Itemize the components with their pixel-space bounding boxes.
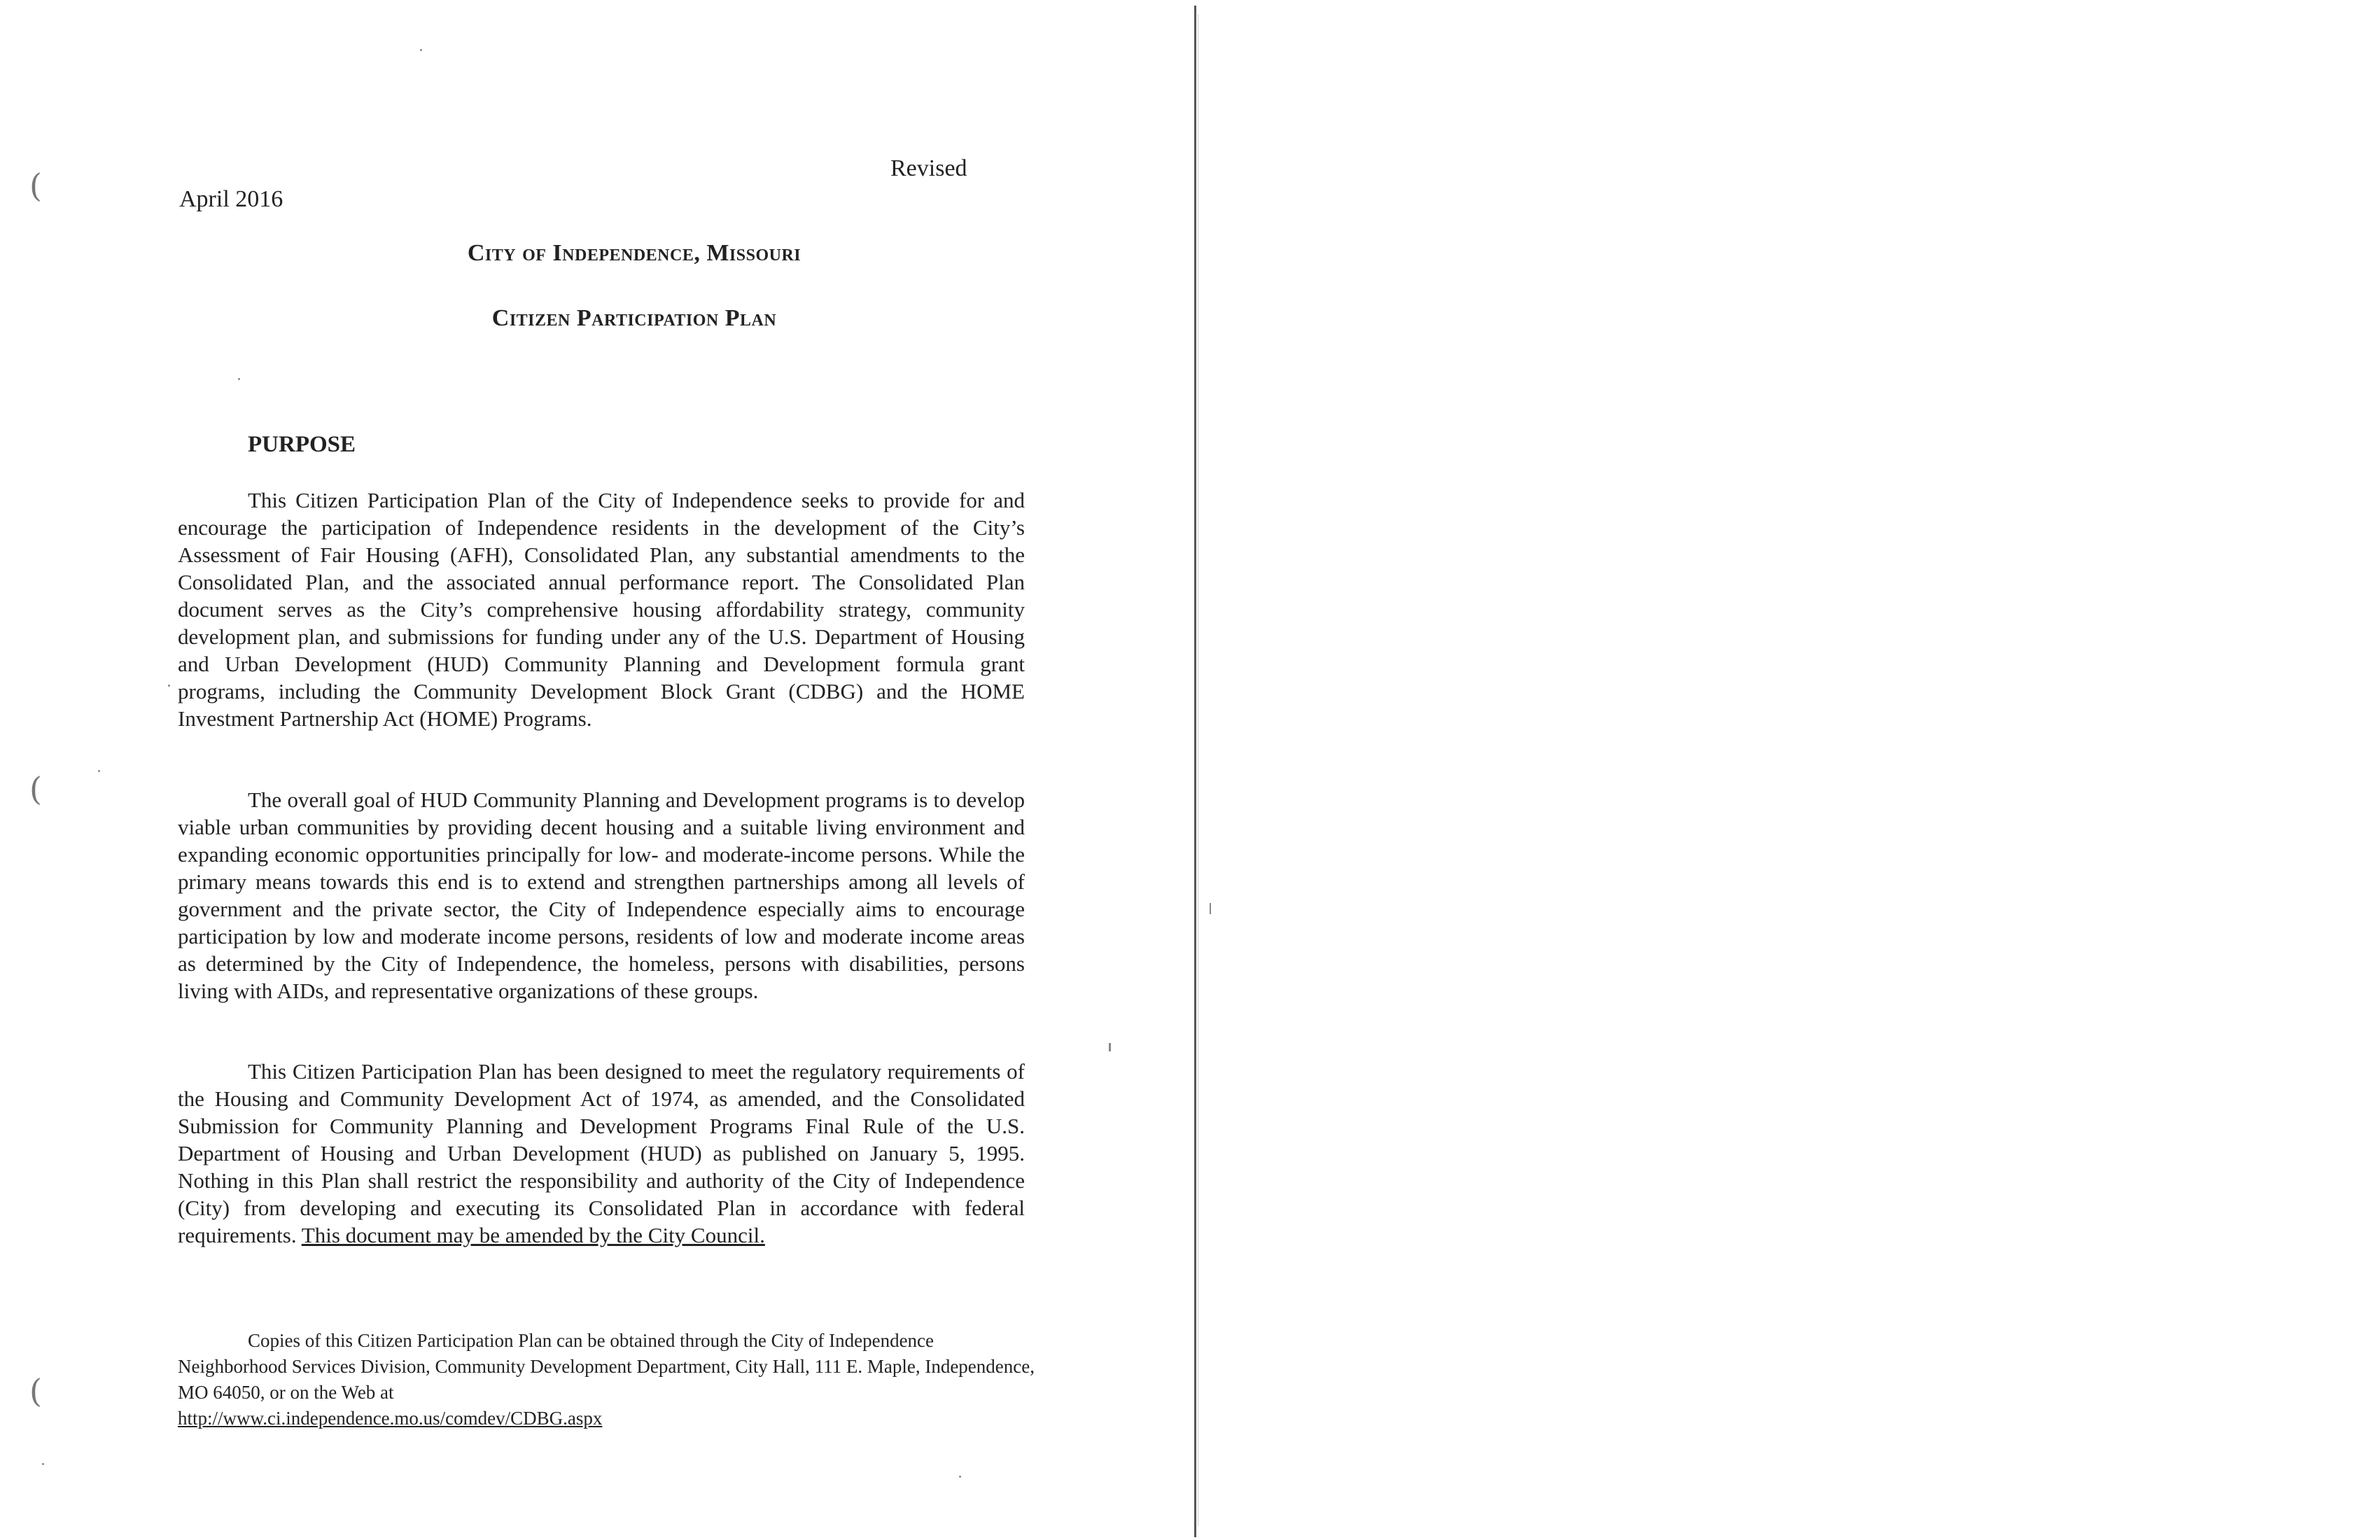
copies-note <box>178 1328 1039 1432</box>
copies-note-text: Copies of this Citizen Participation Plan can be obtained through the City of Independence Neighborhood Services Division, Community Development Department, City Hall, 111 E. Maple, Independence, MO 64050, or on the Web at <box>178 1330 1035 1403</box>
scan-speck <box>1109 1043 1111 1051</box>
purpose-paragraph-2: The overall goal of HUD Community Planning and Development programs is to develop viable urban communities by providing decent housing and a suitable living environment and expanding economic opportunities principally for low- and moderate-income persons. While the primary means towards this end is to extend and strengthen partnerships among all levels of government and the private sector, the City of Independence especially aims to encourage participation by low and moderate income persons, residents of low and moderate income areas as determined by the City of Independence, the homeless, persons with disabilities, persons living with AIDs, and representative organizations of these groups. <box>178 788 1025 1003</box>
punch-hole-mark-top: ( <box>29 167 42 204</box>
cdbg-web-link[interactable]: http://www.ci.independence.mo.us/comdev/CDBG.aspx <box>178 1408 603 1429</box>
scan-speck <box>168 685 170 687</box>
scan-speck <box>1210 903 1211 914</box>
scan-speck <box>959 1476 961 1478</box>
section-heading-purpose: PURPOSE <box>248 432 356 457</box>
purpose-paragraph-3 <box>178 1058 1025 1249</box>
amendment-clause: This document may be amended by the City Council. <box>301 1223 765 1247</box>
scan-speck <box>42 1463 44 1465</box>
page-fold-divider <box>1194 6 1196 1537</box>
purpose-paragraph-1: This Citizen Participation Plan of the City of Independence seeks to provide for and encourage the participation of Independence residents in the development of the City’s Assessment of Fair Housing (AFH), Consolidated Plan, any substantial amendments to the Consolidated Plan, and the associated annual performance report. The Consolidated Plan document serves as the City’s comprehensive housing affordability strategy, community development plan, and submissions for funding under any of the U.S. Department of Housing and Urban Development (HUD) Community Planning and Development formula grant programs, including the Community Development Block Grant (CDBG) and the HOME Investment Partnership Act (HOME) Programs. <box>178 488 1025 731</box>
right-page-blank <box>1198 0 2380 1540</box>
punch-hole-mark-middle: ( <box>29 770 42 808</box>
scan-speck <box>98 770 100 772</box>
scan-speck <box>420 49 422 51</box>
document-title-plan: Citizen Participation Plan <box>491 305 777 331</box>
punch-hole-mark-bottom: ( <box>29 1372 42 1410</box>
revised-label: Revised <box>890 155 967 181</box>
paragraph-3-main-text: This Citizen Participation Plan has been designed to meet the regulatory requirements of the Housing and Community Development Act of 1974, as amended, and the Consolidated Submission for Community Planning and Development Programs Final Rule of the U.S. Department of Housing and Urban Development (HUD) as published on January 5, 1995. Nothing in this Plan shall restrict the responsibility and authority of the City of Independence (City) from developing and executing its Consolidated Plan in accordance with federal requirements. <box>178 1059 1025 1247</box>
document-date: April 2016 <box>179 186 284 212</box>
document-title-city: City of Independence, Missouri <box>467 240 802 266</box>
scan-speck <box>238 378 240 380</box>
